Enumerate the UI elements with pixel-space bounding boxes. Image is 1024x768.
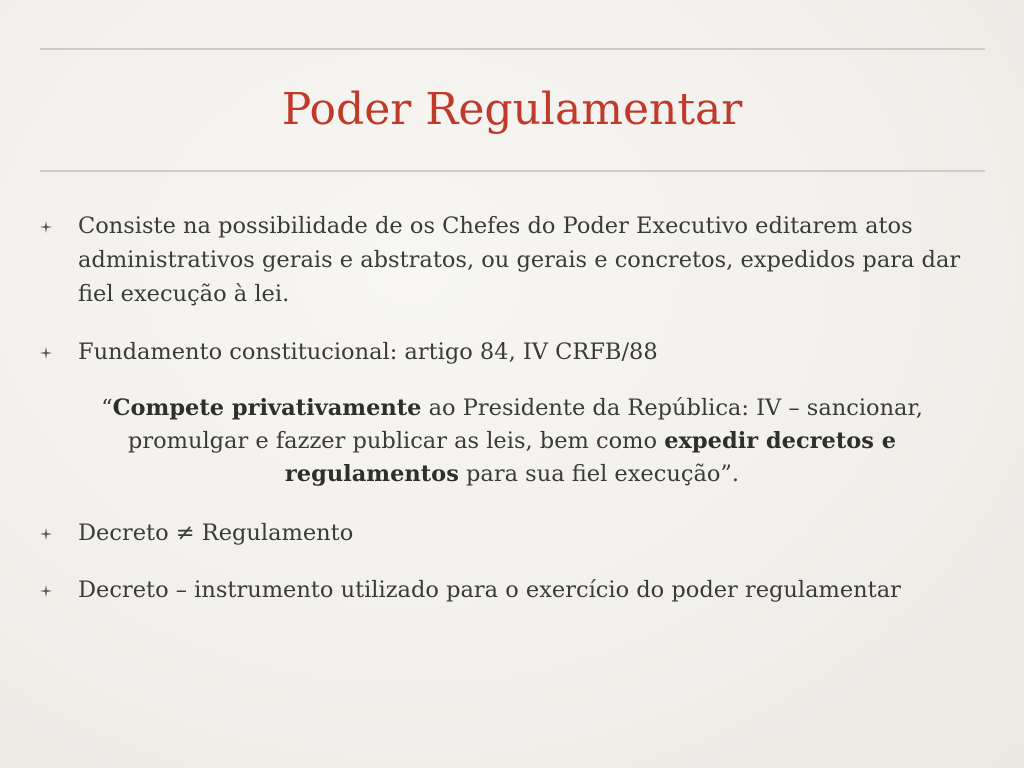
- bullet-text: Decreto – instrumento utilizado para o exercício do poder regulamentar: [78, 577, 901, 603]
- diamond-star-icon: [40, 337, 58, 367]
- bullet-list-decreto: [40, 516, 990, 550]
- bullet-item-decreto-instrumento: [40, 573, 990, 607]
- bullet-item-decreto-neq: [40, 516, 990, 550]
- quote-text-2: para sua fiel execução”.: [458, 461, 740, 487]
- quote-bold-1: Compete privativamente: [112, 395, 422, 421]
- constitutional-quote: [62, 392, 962, 491]
- bullet-item-foundation: [40, 335, 990, 369]
- slide-title: Poder Regulamentar: [281, 84, 743, 135]
- diamond-star-icon: [40, 575, 58, 605]
- bullet-item-definition: [40, 209, 990, 311]
- bullet-text: Fundamento constitucional: artigo 84, IV CRFB/88: [78, 339, 658, 365]
- bullet-list-top: [40, 209, 990, 311]
- top-divider: [40, 48, 985, 50]
- quote-open: “: [101, 395, 113, 421]
- bullet-list-instrumento: [40, 573, 990, 607]
- title-divider: [40, 170, 985, 172]
- quote-text-1: ao Presidente da República: IV – sancionar, promulgar e fazzer publicar as leis, bem como: [127, 395, 923, 454]
- diamond-star-icon: [40, 211, 58, 241]
- diamond-star-icon: [40, 518, 58, 548]
- bullet-text: Consiste na possibilidade de os Chefes do Poder Executivo editarem atos administrativos gerais e abstratos, ou gerais e concretos, expedidos para dar fiel execução à lei.: [78, 213, 961, 307]
- quote-bold-2: expedir decretos e regulamentos: [284, 428, 897, 487]
- bullet-list-foundation: [40, 335, 990, 369]
- bullet-text: Decreto ≠ Regulamento: [78, 520, 354, 546]
